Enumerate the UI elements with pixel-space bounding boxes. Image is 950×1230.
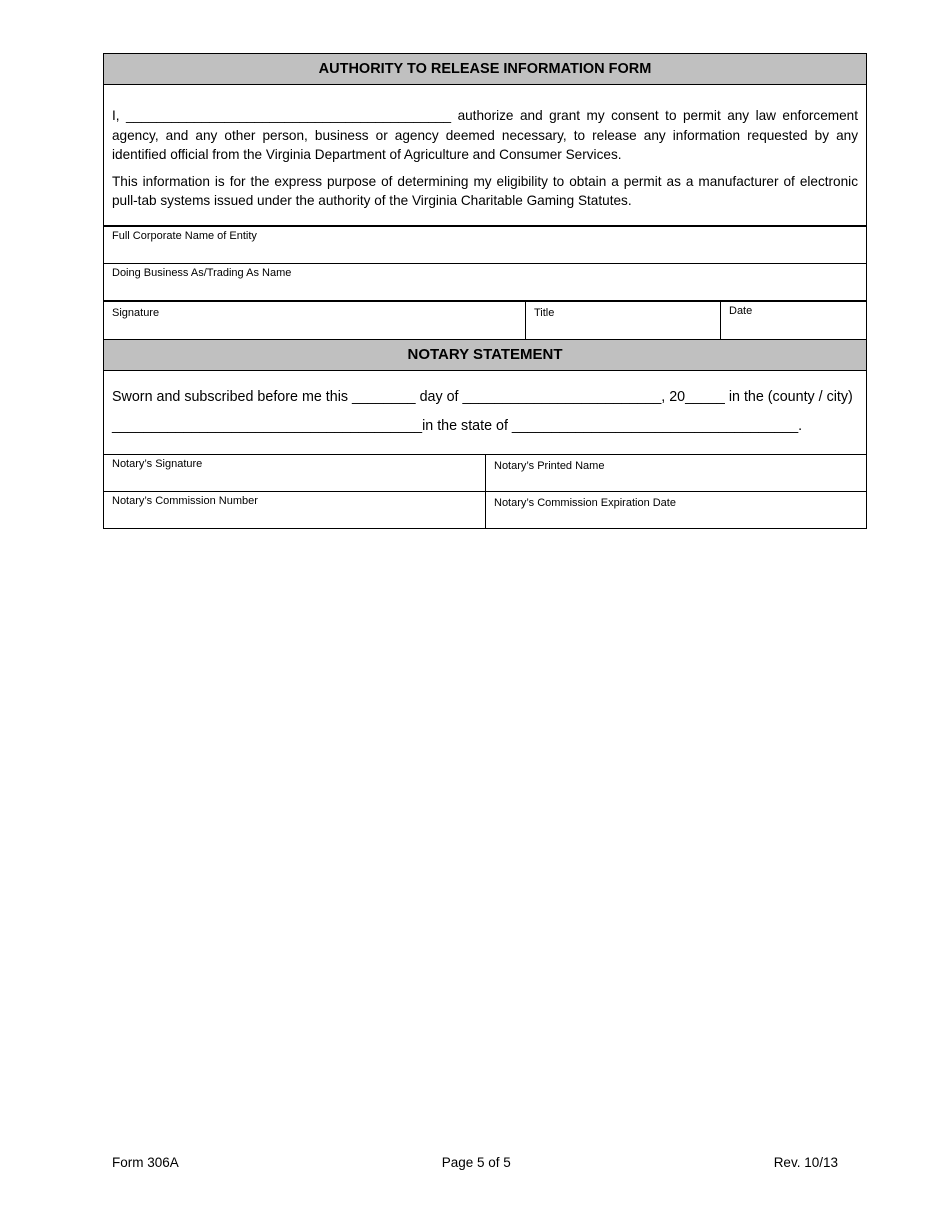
notary-line-2[interactable]: _______________________________________in the state of ____________________________________. [112, 417, 803, 434]
corporate-name-row [104, 227, 866, 264]
notary-signature-label: Notary’s Signature [112, 457, 203, 470]
dba-name-field[interactable] [104, 264, 866, 300]
page-number: Page 5 of 5 [441, 1155, 511, 1170]
release-form [103, 53, 867, 529]
date-field[interactable] [720, 302, 866, 339]
consent-text: authorize and grant my consent to permit any law enforcement agency, and any other person, business or agency deemed necessary, to release any information requested by any identified official from the Virginia Department of Agriculture and Consumer Services. [112, 108, 858, 162]
notary-commission-expiration-label: Notary’s Commission Expiration Date [494, 496, 676, 509]
form-number: Form 306A [112, 1155, 179, 1170]
page-footer [112, 1155, 838, 1170]
dba-name-row [104, 264, 866, 302]
signature-row [104, 302, 866, 340]
revision: Rev. 10/13 [773, 1155, 838, 1170]
corporate-name-label: Full Corporate Name of Entity [112, 229, 257, 242]
notary-title: NOTARY STATEMENT [104, 340, 866, 371]
consent-section [104, 85, 866, 227]
notary-commission-expiration-field[interactable] [485, 492, 866, 528]
consent-paragraph-1 [112, 106, 858, 165]
signature-field[interactable] [104, 302, 525, 339]
notary-line-1[interactable]: Sworn and subscribed before me this ________ day of _________________________, 20_____ in the (county / city) [112, 388, 853, 405]
corporate-name-field[interactable] [104, 227, 866, 263]
notary-printed-name-field[interactable] [485, 455, 866, 491]
signature-label: Signature [112, 306, 160, 319]
dba-name-label: Doing Business As/Trading As Name [112, 266, 292, 279]
title-label: Title [534, 306, 555, 319]
notary-statement [104, 371, 866, 455]
consent-prefix: I, [112, 108, 127, 123]
title-field[interactable] [525, 302, 720, 339]
notary-printed-name-label: Notary’s Printed Name [494, 459, 605, 472]
notary-signature-field[interactable] [104, 455, 485, 491]
notary-commission-number-field[interactable] [104, 492, 485, 528]
date-label: Date [729, 304, 753, 317]
consenter-name-blank[interactable]: ___________________________________________ [126, 108, 452, 123]
form-title: AUTHORITY TO RELEASE INFORMATION FORM [104, 54, 866, 85]
notary-row-1 [104, 455, 866, 492]
consent-paragraph-2: This information is for the express purpose of determining my eligibility to obtain a permit as a manufacturer of electronic pull-tab systems issued under the authority of the Virginia Charitable Gaming Statutes. [112, 173, 858, 208]
notary-commission-number-label: Notary’s Commission Number [112, 494, 258, 507]
notary-row-2 [104, 492, 866, 528]
